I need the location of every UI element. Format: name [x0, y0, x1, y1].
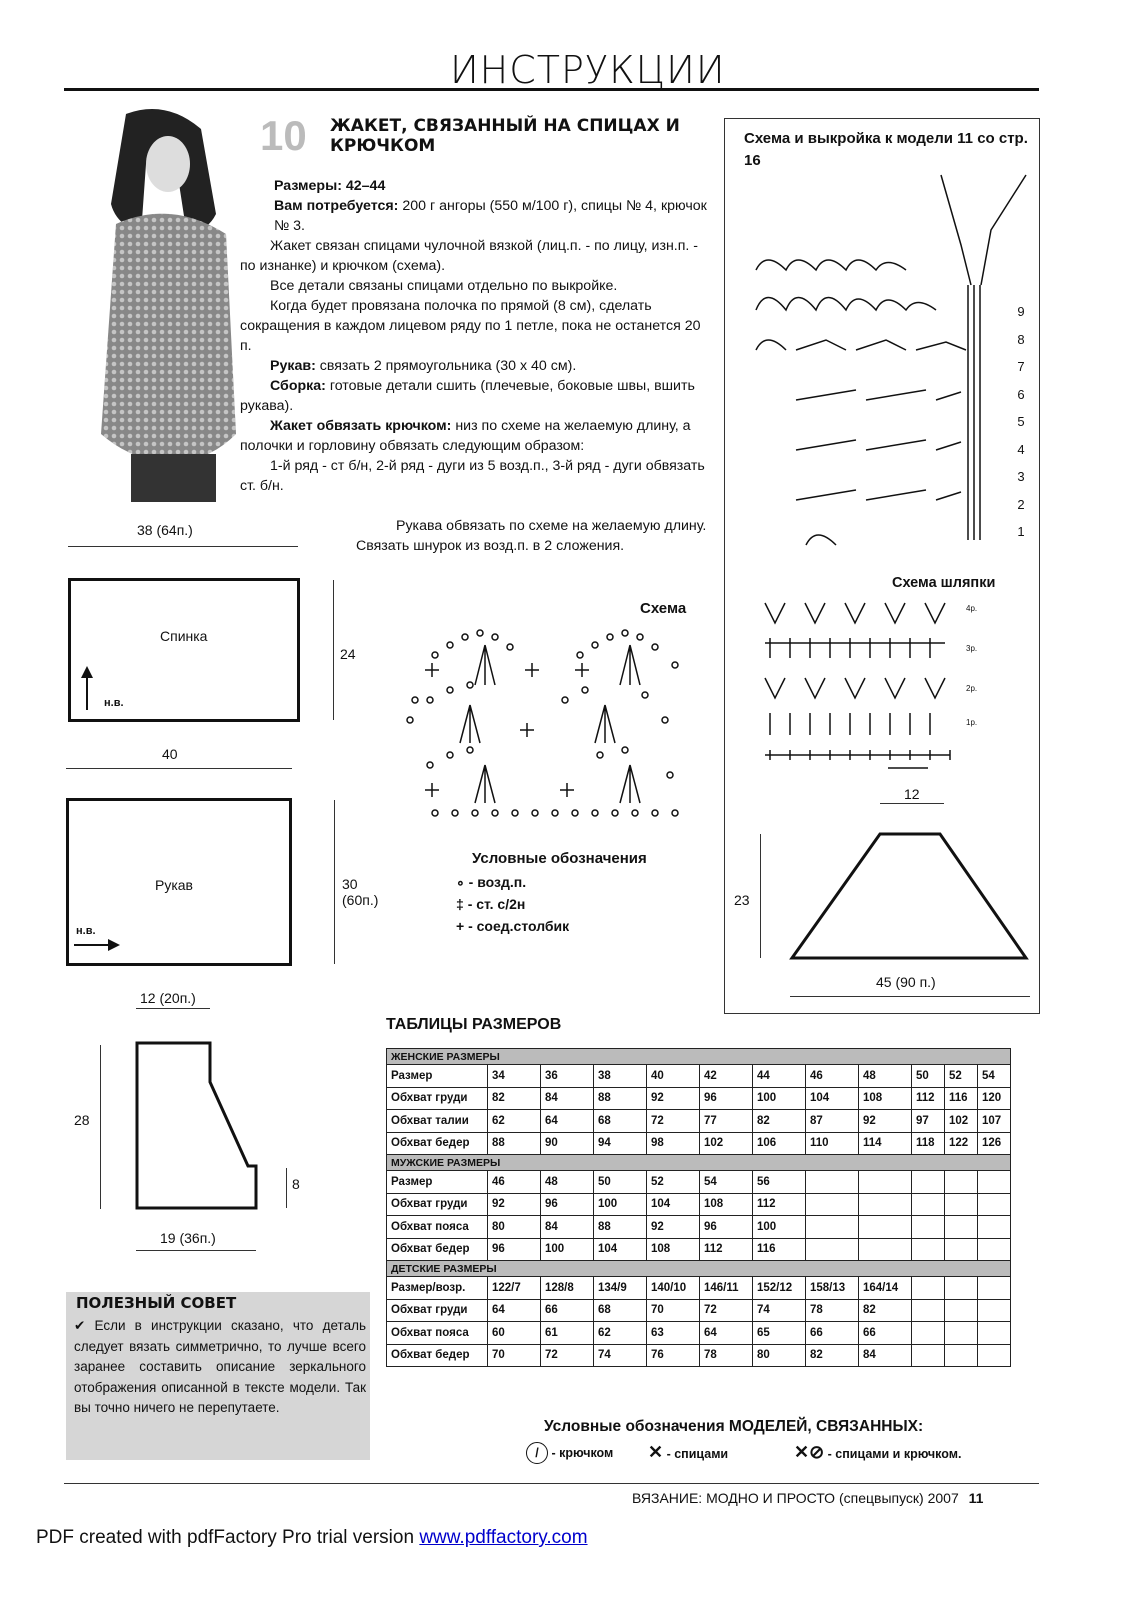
crochet-scheme-diagram: [400, 625, 700, 825]
table-cell: 112: [753, 1193, 806, 1216]
table-cell: [945, 1193, 978, 1216]
table-cell: 66: [859, 1322, 912, 1345]
table-cell: 100: [594, 1193, 647, 1216]
table-cell: [806, 1238, 859, 1261]
front-lower-height-dimension: [286, 1168, 287, 1208]
footer-text: ВЯЗАНИЕ: МОДНО И ПРОСТО (спецвыпуск) 2007 11: [632, 1490, 984, 1506]
table-cell: 63: [647, 1322, 700, 1345]
table-cell: [859, 1193, 912, 1216]
table-row: [387, 1238, 1011, 1261]
table-cell: 72: [647, 1110, 700, 1133]
table-cell: 82: [753, 1110, 806, 1133]
sleeve-height-dimension: [334, 800, 335, 964]
table-cell: 78: [700, 1344, 753, 1367]
table-cell: 116: [753, 1238, 806, 1261]
header-divider: [64, 88, 1039, 91]
legend-chain-stitch: ∘ - возд.п.: [456, 874, 527, 890]
back-pattern-label: Спинка: [160, 628, 208, 644]
row-label: Обхват талии: [387, 1110, 488, 1133]
table-cell: 158/13: [806, 1277, 859, 1300]
sizes-value: 42–44: [345, 178, 386, 194]
table-cell: 126: [978, 1132, 1011, 1155]
pdf-watermark: PDF created with pdfFactory Pro trial version www.pdffactory.com: [36, 1527, 588, 1548]
model-photo: [86, 104, 256, 504]
table-cell: 102: [945, 1110, 978, 1133]
table-cell: [945, 1322, 978, 1345]
table-cell: [978, 1238, 1011, 1261]
table-cell: 112: [700, 1238, 753, 1261]
table-cell: 48: [541, 1171, 594, 1194]
row-label: Обхват пояса: [387, 1216, 488, 1239]
hat-top-label: 12: [904, 786, 920, 802]
back-arrow-label: н.в.: [104, 697, 124, 709]
table-cell: [978, 1299, 1011, 1322]
sleeve-width-label: 40: [162, 746, 178, 762]
table-cell: [859, 1238, 912, 1261]
table-cell: 116: [945, 1087, 978, 1110]
instructions-text: [240, 176, 712, 496]
hat-height-dimension: [760, 834, 761, 958]
hat-bottom-dimension: [790, 996, 1030, 997]
table-cell: 88: [594, 1216, 647, 1239]
front-bottom-label: 19 (36п.): [160, 1230, 216, 1246]
circle-icon: ∘: [456, 874, 465, 890]
back-width-dimension: [68, 546, 298, 547]
legend-knitting-crochet: ✕⊘ - спицами и крючком.: [794, 1442, 962, 1462]
table-cell: 100: [753, 1087, 806, 1110]
row-label: Обхват груди: [387, 1299, 488, 1322]
back-height-dimension: [333, 580, 334, 720]
table-cell: 108: [859, 1087, 912, 1110]
hat-bottom-label: 45 (90 п.): [876, 974, 936, 990]
table-cell: 74: [594, 1344, 647, 1367]
table-cell: 74: [753, 1299, 806, 1322]
table-cell: [859, 1171, 912, 1194]
table-cell: [912, 1238, 945, 1261]
table-cell: 92: [488, 1193, 541, 1216]
tip-text: ✔ Если в инструкции сказано, что деталь следует вязать симметрично, то лучше всего заранее составить описание зеркального отображения описанной в тексте модели. Так вы точно ничего не перепутаете.: [74, 1318, 366, 1415]
hat-row-3: 3р.: [966, 644, 978, 653]
table-cell: 72: [700, 1299, 753, 1322]
models-legend-title: Условные обозначения МОДЕЛЕЙ, СВЯЗАННЫХ:: [544, 1418, 924, 1435]
assembly-value: готовые детали сшить (плечевые, боковые швы, вшить рукава).: [240, 378, 695, 414]
crochet-hook-icon: /: [526, 1442, 548, 1464]
footer-divider: [64, 1483, 1039, 1484]
hat-height-label: 23: [734, 892, 750, 908]
table-cell: 96: [541, 1193, 594, 1216]
model-title: ЖАКЕТ, СВЯЗАННЫЙ НА СПИЦАХ И КРЮЧКОМ: [330, 116, 680, 156]
hat-row-1: 1р.: [966, 718, 978, 727]
table-cell: 108: [700, 1193, 753, 1216]
table-cell: 96: [488, 1238, 541, 1261]
back-height-label: 24: [340, 646, 356, 662]
table-cell: 88: [488, 1132, 541, 1155]
table-cell: 62: [594, 1322, 647, 1345]
table-cell: 128/8: [541, 1277, 594, 1300]
table-cell: 84: [541, 1216, 594, 1239]
legend-double-crochet: ‡ - ст. с/2н: [456, 896, 526, 912]
crochet-value: низ по схеме на желаемую длину, а полочки и горловину обвязать следующим образом:: [240, 418, 691, 454]
instructions-p1: Жакет связан спицами чулочной вязкой (лиц.п. - по лицу, изн.п. - по изнанке) и крючком (схема).: [240, 238, 699, 274]
table-cell: 78: [806, 1299, 859, 1322]
sleeve-width-dimension: [66, 768, 292, 769]
table-cell: 64: [700, 1322, 753, 1345]
table-cell: 87: [806, 1110, 859, 1133]
front-pattern: [130, 1040, 264, 1212]
table-cell: 96: [700, 1216, 753, 1239]
size-tables-title: ТАБЛИЦЫ РАЗМЕРОВ: [386, 1016, 562, 1033]
table-cell: 114: [859, 1132, 912, 1155]
pdffactory-link[interactable]: www.pdffactory.com: [419, 1527, 588, 1548]
table-cell: [945, 1344, 978, 1367]
table-cell: 107: [978, 1110, 1011, 1133]
front-bottom-dimension: [136, 1250, 256, 1251]
hat-scheme-diagram: [760, 598, 960, 778]
size-table: [386, 1048, 1011, 1367]
table-cell: 112: [912, 1087, 945, 1110]
table-cell: 90: [541, 1132, 594, 1155]
table-section-men: МУЖСКИЕ РАЗМЕРЫ: [387, 1155, 1011, 1171]
table-cell: 54: [700, 1171, 753, 1194]
table-row: [387, 1277, 1011, 1300]
hat-top-dimension: [880, 803, 944, 804]
knitting-needles-icon: ✕: [648, 1442, 664, 1462]
table-cell: [912, 1322, 945, 1345]
table-cell: 104: [647, 1193, 700, 1216]
page-number: 11: [968, 1490, 984, 1506]
tip-title: ПОЛЕЗНЫЙ СОВЕТ: [76, 1294, 237, 1312]
table-cell: 70: [647, 1299, 700, 1322]
table-cell: 50: [912, 1065, 945, 1088]
size-table-container: [386, 1048, 1011, 1367]
table-cell: 48: [859, 1065, 912, 1088]
table-cell: 82: [488, 1087, 541, 1110]
instructions-p2: Все детали связаны спицами отдельно по выкройке.: [270, 278, 618, 294]
row-label: Обхват груди: [387, 1087, 488, 1110]
table-cell: [806, 1171, 859, 1194]
crochet-rows: 1-й ряд - ст б/н, 2-й ряд - дуги из 5 возд.п., 3-й ряд - дуги обвязать ст. б/н.: [240, 458, 705, 494]
table-cell: [912, 1171, 945, 1194]
table-section-kids: ДЕТСКИЕ РАЗМЕРЫ: [387, 1261, 1011, 1277]
table-cell: 70: [488, 1344, 541, 1367]
materials-value: 200 г ангоры (550 м/100 г), спицы № 4, крючок № 3.: [274, 198, 707, 234]
front-top-label: 12 (20п.): [140, 990, 196, 1006]
table-cell: 97: [912, 1110, 945, 1133]
page-header-title: ИНСТРУКЦИИ: [450, 48, 726, 92]
back-width-label: 38 (64п.): [137, 522, 193, 538]
table-cell: 140/10: [647, 1277, 700, 1300]
table-cell: 60: [488, 1322, 541, 1345]
table-cell: 40: [647, 1065, 700, 1088]
table-cell: 65: [753, 1322, 806, 1345]
table-cell: [859, 1216, 912, 1239]
row-label: Обхват бедер: [387, 1132, 488, 1155]
table-cell: 52: [647, 1171, 700, 1194]
table-cell: 34: [488, 1065, 541, 1088]
table-cell: 120: [978, 1087, 1011, 1110]
table-cell: 66: [806, 1322, 859, 1345]
table-cell: [912, 1277, 945, 1300]
table-cell: 146/11: [700, 1277, 753, 1300]
table-cell: 98: [647, 1132, 700, 1155]
table-section-women: ЖЕНСКИЕ РАЗМЕРЫ: [387, 1049, 1011, 1065]
assembly-label: Сборка:: [270, 378, 326, 394]
table-cell: 52: [945, 1065, 978, 1088]
table-cell: 72: [541, 1344, 594, 1367]
table-cell: 84: [541, 1087, 594, 1110]
table-cell: 82: [859, 1299, 912, 1322]
table-cell: 38: [594, 1065, 647, 1088]
table-row: [387, 1216, 1011, 1239]
back-pattern: [68, 578, 300, 722]
table-cell: 104: [594, 1238, 647, 1261]
sleeve-label: Рукав:: [270, 358, 316, 374]
table-cell: [806, 1193, 859, 1216]
front-lower-height-label: 8: [292, 1176, 300, 1192]
legend-knitting: ✕ - спицами: [648, 1442, 729, 1462]
table-cell: 80: [753, 1344, 806, 1367]
sleeve-edging-text: Рукава обвязать по схеме на желаемую длину. Связать шнурок из возд.п. в 2 сложения.: [356, 518, 707, 554]
front-height-label: 28: [74, 1112, 90, 1128]
hat-scheme-title: Схема шляпки: [892, 575, 996, 591]
table-cell: 64: [541, 1110, 594, 1133]
sleeve-value: связать 2 прямоугольника (30 х 40 см).: [319, 358, 577, 374]
table-cell: 54: [978, 1065, 1011, 1088]
instructions-p3: Когда будет провязана полочка по прямой (8 см), сделать сокращения в каждом лицевом ряду по 1 петле, пока не останется 20 п.: [240, 298, 701, 354]
table-cell: 122/7: [488, 1277, 541, 1300]
table-cell: 100: [753, 1216, 806, 1239]
sleeve-pattern-label: Рукав: [155, 877, 193, 893]
row-label: Обхват бедер: [387, 1344, 488, 1367]
table-cell: 66: [541, 1299, 594, 1322]
table-row: [387, 1193, 1011, 1216]
hat-row-2: 2р.: [966, 684, 978, 693]
table-cell: 46: [488, 1171, 541, 1194]
front-top-dimension: [136, 1008, 210, 1009]
table-cell: [912, 1193, 945, 1216]
legend-slip-stitch: + - соед.столбик: [456, 918, 570, 934]
table-cell: 110: [806, 1132, 859, 1155]
table-row: [387, 1087, 1011, 1110]
table-cell: 80: [488, 1216, 541, 1239]
table-cell: [945, 1171, 978, 1194]
table-cell: 77: [700, 1110, 753, 1133]
plus-icon: +: [456, 918, 465, 934]
table-cell: [978, 1216, 1011, 1239]
table-cell: [978, 1193, 1011, 1216]
table-cell: 118: [912, 1132, 945, 1155]
table-cell: [945, 1299, 978, 1322]
table-row: [387, 1065, 1011, 1088]
table-cell: 92: [859, 1110, 912, 1133]
table-cell: 88: [594, 1087, 647, 1110]
table-cell: 100: [541, 1238, 594, 1261]
table-cell: 84: [859, 1344, 912, 1367]
legend-crochet: / - крючком: [526, 1442, 613, 1464]
table-row: [387, 1132, 1011, 1155]
table-cell: 44: [753, 1065, 806, 1088]
table-cell: 76: [647, 1344, 700, 1367]
model-11-row-numbers: 9 8 7 6 5 4 3 2 1: [1017, 304, 1025, 539]
table-cell: 92: [647, 1087, 700, 1110]
table-cell: 68: [594, 1299, 647, 1322]
table-cell: 36: [541, 1065, 594, 1088]
row-label: Обхват бедер: [387, 1238, 488, 1261]
table-cell: 82: [806, 1344, 859, 1367]
table-cell: 68: [594, 1110, 647, 1133]
sizes-label: Размеры:: [274, 178, 342, 194]
table-cell: 62: [488, 1110, 541, 1133]
table-cell: [945, 1238, 978, 1261]
table-cell: 46: [806, 1065, 859, 1088]
hat-pattern: [786, 830, 1032, 962]
table-row: [387, 1299, 1011, 1322]
table-cell: [945, 1216, 978, 1239]
double-crochet-icon: ‡: [456, 896, 464, 912]
table-cell: [978, 1277, 1011, 1300]
table-cell: 122: [945, 1132, 978, 1155]
scheme-legend-title: Условные обозначения: [472, 850, 647, 867]
knitting-and-crochet-icon: ✕⊘: [794, 1442, 825, 1462]
table-cell: 94: [594, 1132, 647, 1155]
table-cell: 96: [700, 1087, 753, 1110]
table-row: [387, 1344, 1011, 1367]
table-cell: 164/14: [859, 1277, 912, 1300]
table-row: [387, 1171, 1011, 1194]
row-label: Размер/возр.: [387, 1277, 488, 1300]
table-cell: 42: [700, 1065, 753, 1088]
table-cell: 64: [488, 1299, 541, 1322]
arrow-right-icon: [74, 938, 120, 952]
table-cell: 104: [806, 1087, 859, 1110]
model-11-title: Схема и выкройка к модели 11 со стр. 16: [744, 130, 1028, 169]
row-label: Размер: [387, 1065, 488, 1088]
scheme-title: Схема: [640, 600, 687, 617]
table-cell: 102: [700, 1132, 753, 1155]
table-cell: [806, 1216, 859, 1239]
table-cell: [978, 1171, 1011, 1194]
table-row: [387, 1110, 1011, 1133]
table-cell: 56: [753, 1171, 806, 1194]
arrow-up-icon: [80, 666, 94, 710]
table-cell: 61: [541, 1322, 594, 1345]
table-cell: 92: [647, 1216, 700, 1239]
table-cell: 134/9: [594, 1277, 647, 1300]
sleeve-height-label: 30: [342, 876, 358, 892]
row-label: Обхват груди: [387, 1193, 488, 1216]
table-row: [387, 1322, 1011, 1345]
materials-label: Вам потребуется:: [274, 198, 399, 214]
crochet-label: Жакет обвязать крючком:: [270, 418, 452, 434]
sleeve-height-stitches: (60п.): [342, 892, 379, 908]
table-cell: [912, 1299, 945, 1322]
model-11-scheme-diagram: [736, 170, 1036, 555]
table-cell: 50: [594, 1171, 647, 1194]
table-cell: [912, 1216, 945, 1239]
table-cell: 106: [753, 1132, 806, 1155]
table-cell: 152/12: [753, 1277, 806, 1300]
table-cell: [978, 1344, 1011, 1367]
table-cell: [978, 1322, 1011, 1345]
row-label: Размер: [387, 1171, 488, 1194]
sleeve-arrow-label: н.в.: [76, 925, 96, 937]
table-cell: 108: [647, 1238, 700, 1261]
table-cell: [945, 1277, 978, 1300]
hat-row-4: 4р.: [966, 604, 978, 613]
front-height-dimension: [100, 1045, 101, 1209]
model-number: 10: [260, 112, 307, 159]
row-label: Обхват пояса: [387, 1322, 488, 1345]
table-cell: [912, 1344, 945, 1367]
